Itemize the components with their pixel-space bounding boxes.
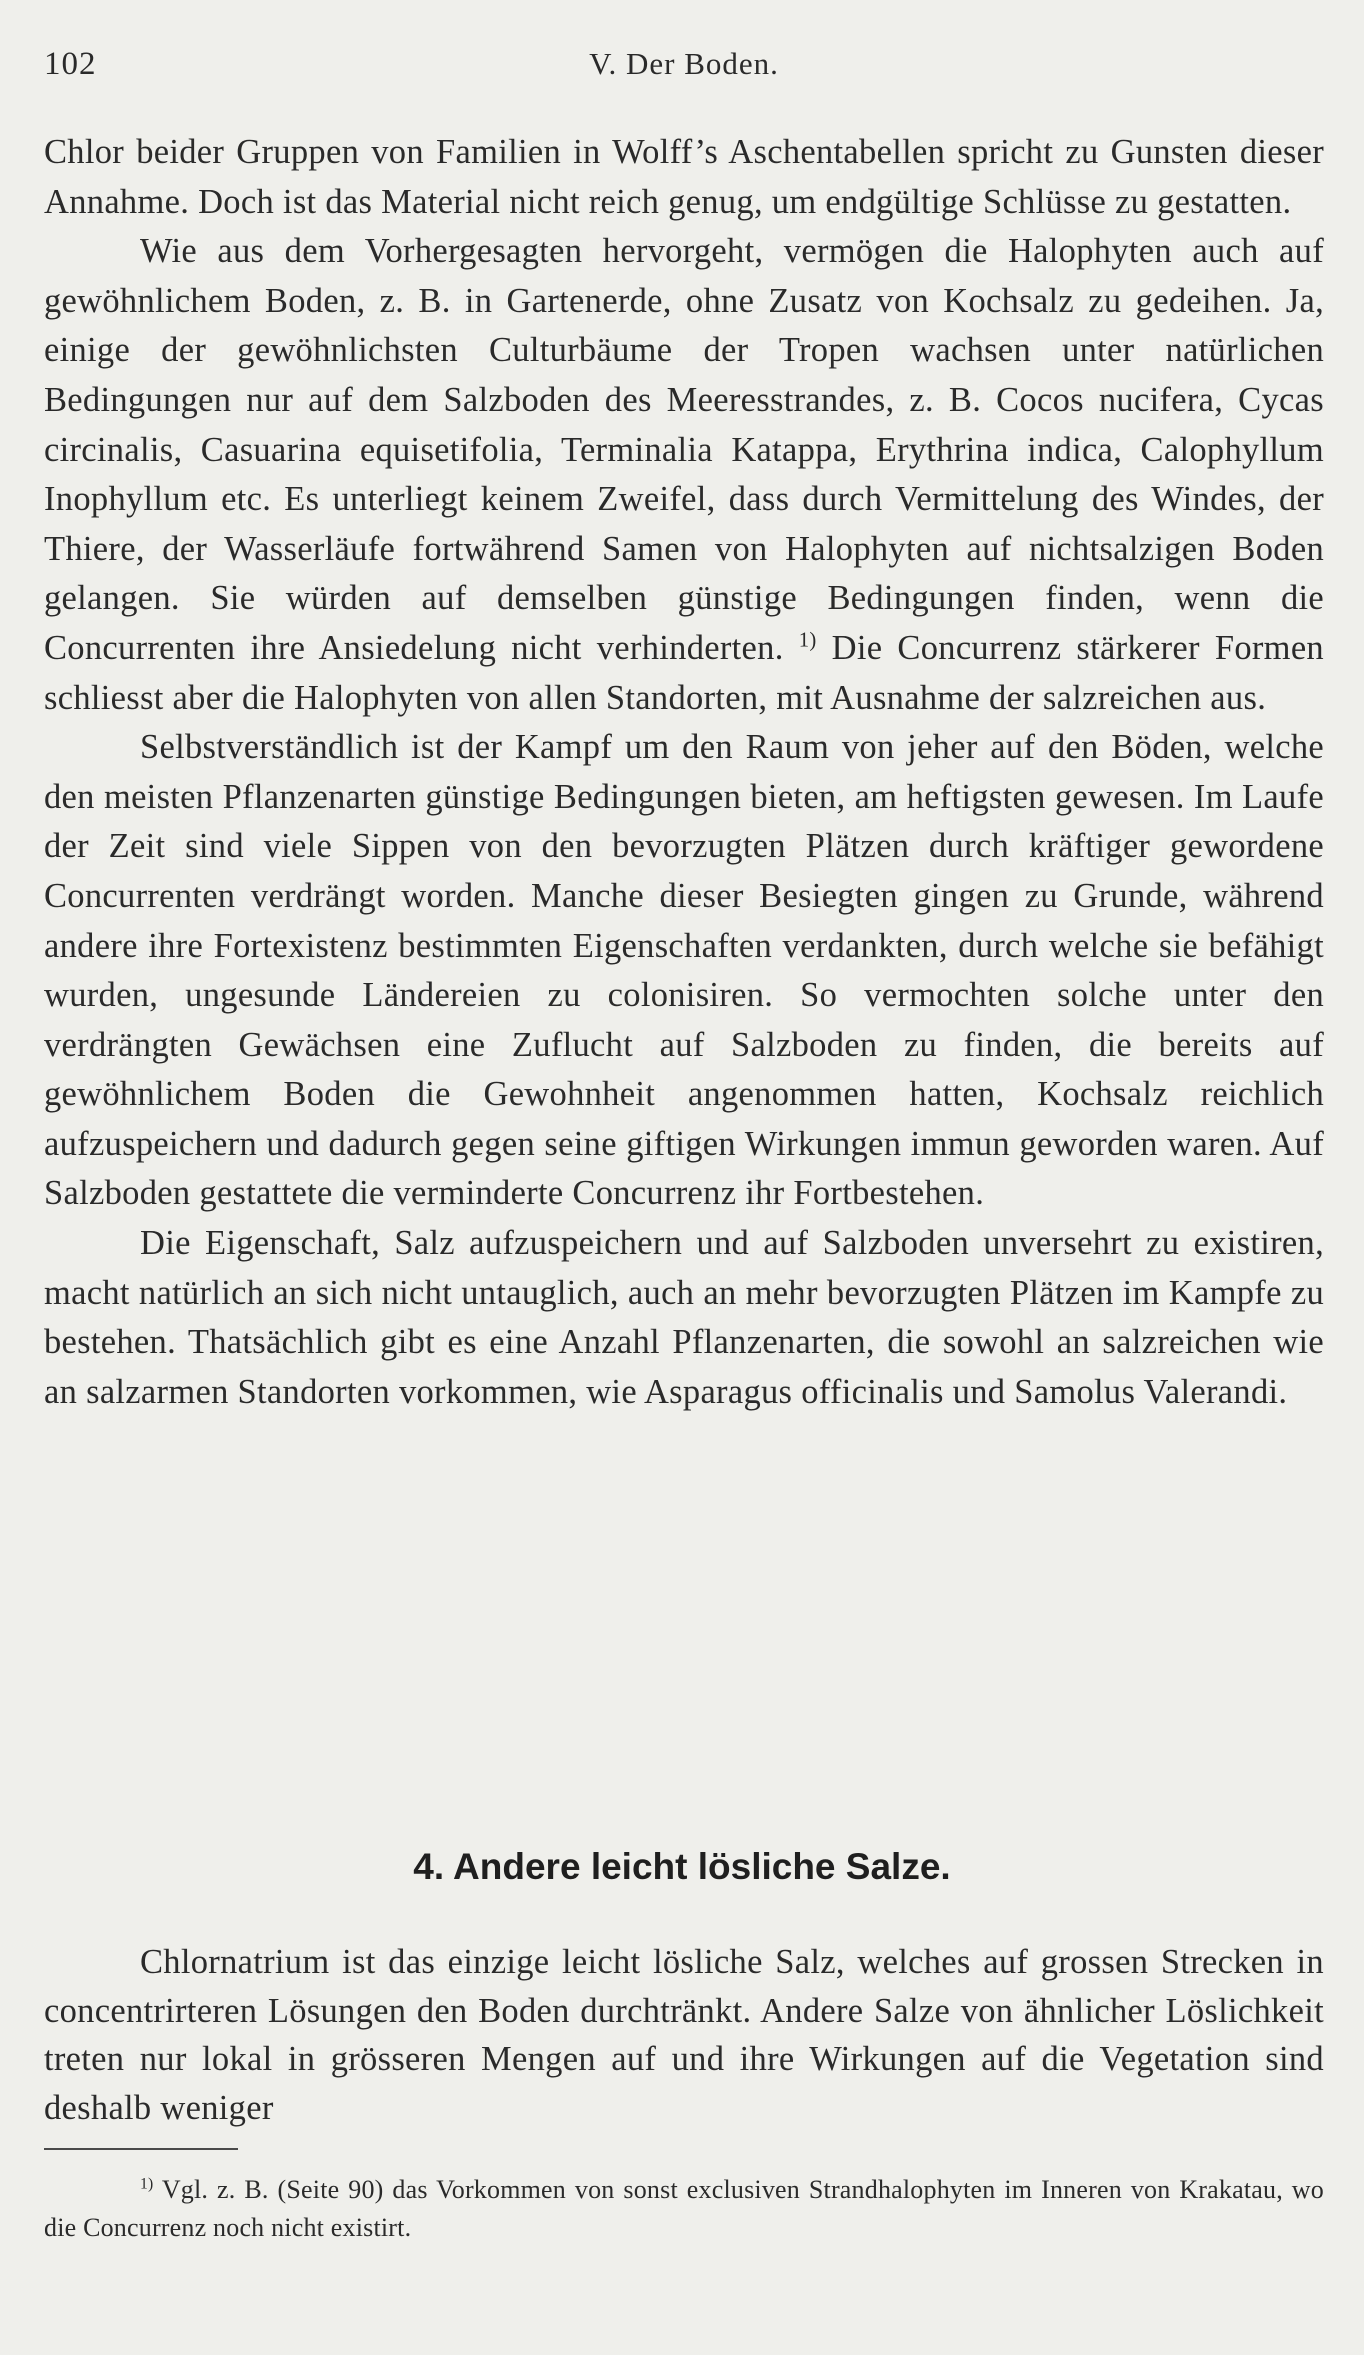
paragraph-halophytes-text-cont: Die Concurrenz stärkerer Formen schliesst aber die Halophyten von allen Standorten, mit Ausnahme der salzreichen aus. [44, 628, 1324, 717]
section-heading: 4. Andere leicht lösliche Salze. [413, 1846, 951, 1887]
section-body [44, 1938, 1324, 2132]
footnote [44, 2171, 1324, 2247]
footnote-divider [44, 2148, 238, 2150]
paragraph-halophytes-text: Wie aus dem Vorhergesagten hervorgeht, vermögen die Halophyten auch auf gewöhnlichem Boden, z. B. in Gartenerde, ohne Zusatz von Kochsalz zu gedeihen. Ja, einige der gewöhnlichsten Culturbäume der Tropen wachsen unter natürlichen Bedingungen nur auf dem Salzboden des Meeresstrandes, z. B. Cocos nucifera, Cycas circinalis, Casuarina equisetifolia, Terminalia Katappa, Erythrina indica, Calophyllum Inophyllum etc. Es unterliegt keinem Zweifel, dass durch Vermittelung des Windes, der Thiere, der Wasserläufe fortwährend Samen von Halophyten auf nichtsalzigen Boden gelangen. Sie würden auf demselben günstige Bedingungen finden, wenn die Concurrenten ihre Ansiedelung nicht verhinderten. [44, 232, 1324, 667]
footnote-reference: 1) [798, 629, 817, 652]
paragraph-competition: Selbstverständlich ist der Kampf um den Raum von jeher auf den Böden, welche den meisten Pflanzenarten günstige Bedingungen bieten, am heftigsten gewesen. Im Laufe der Zeit sind viele Sippen von den bevorzugten Plätzen durch kräftiger gewordene Concurrenten verdrängt worden. Manche dieser Besiegten gingen zu Grunde, während andere ihre Fortexistenz bestimmten Eigenschaften verdankten, durch welche sie befähigt wurden, ungesunde Ländereien zu colonisiren. So vermochten solche unter den verdrängten Gewächsen eine Zuflucht auf Salzboden zu finden, die bereits auf gewöhnlichem Boden die Gewohnheit angenommen hatten, Kochsalz reichlich aufzuspeichern und dadurch gegen seine giftigen Wirkungen immun geworden waren. Auf Salzboden gestattete die verminderte Concurrenz ihr Fortbestehen. [44, 728, 1324, 1213]
paragraph-continuation: Chlor beider Gruppen von Familien in Wolff’s Aschentabellen spricht zu Gunsten dieser Annahme. Doch ist das Material nicht reich genug, um endgültige Schlüsse zu gestatten. [44, 133, 1324, 221]
running-head [44, 46, 1324, 86]
paragraph-chlornatrium: Chlornatrium ist das einzige leicht lösliche Salz, welches auf grossen Strecken in concentrirteren Lösungen den Boden durchtränkt. Andere Salze von ähnlicher Löslichkeit treten nur lokal in grösseren Mengen auf und ihre Wirkungen auf die Vegetation sind deshalb weniger [44, 1943, 1324, 2127]
running-section-title: V. Der Boden. [589, 46, 779, 81]
body-text [44, 128, 1324, 1417]
paragraph-salt-storage: Die Eigenschaft, Salz aufzuspeichern und auf Salzboden unversehrt zu existiren, macht natürlich an sich nicht untauglich, auch an mehr bevorzugten Plätzen im Kampfe zu bestehen. Thatsächlich gibt es eine Anzahl Pflanzenarten, die sowohl an salzreichen wie an salzarmen Standorten vorkommen, wie Asparagus officinalis und Samolus Valerandi. [44, 1224, 1324, 1411]
footnote-text: Vgl. z. B. (Seite 90) das Vorkommen von sonst exclusiven Strandhalophyten im Inneren von Krakatau, wo die Concurrenz noch nicht existirt. [44, 2175, 1324, 2242]
page-number: 102 [44, 46, 97, 82]
paragraph-halophytes [44, 227, 1324, 723]
footnote-marker: 1) [140, 2175, 154, 2193]
